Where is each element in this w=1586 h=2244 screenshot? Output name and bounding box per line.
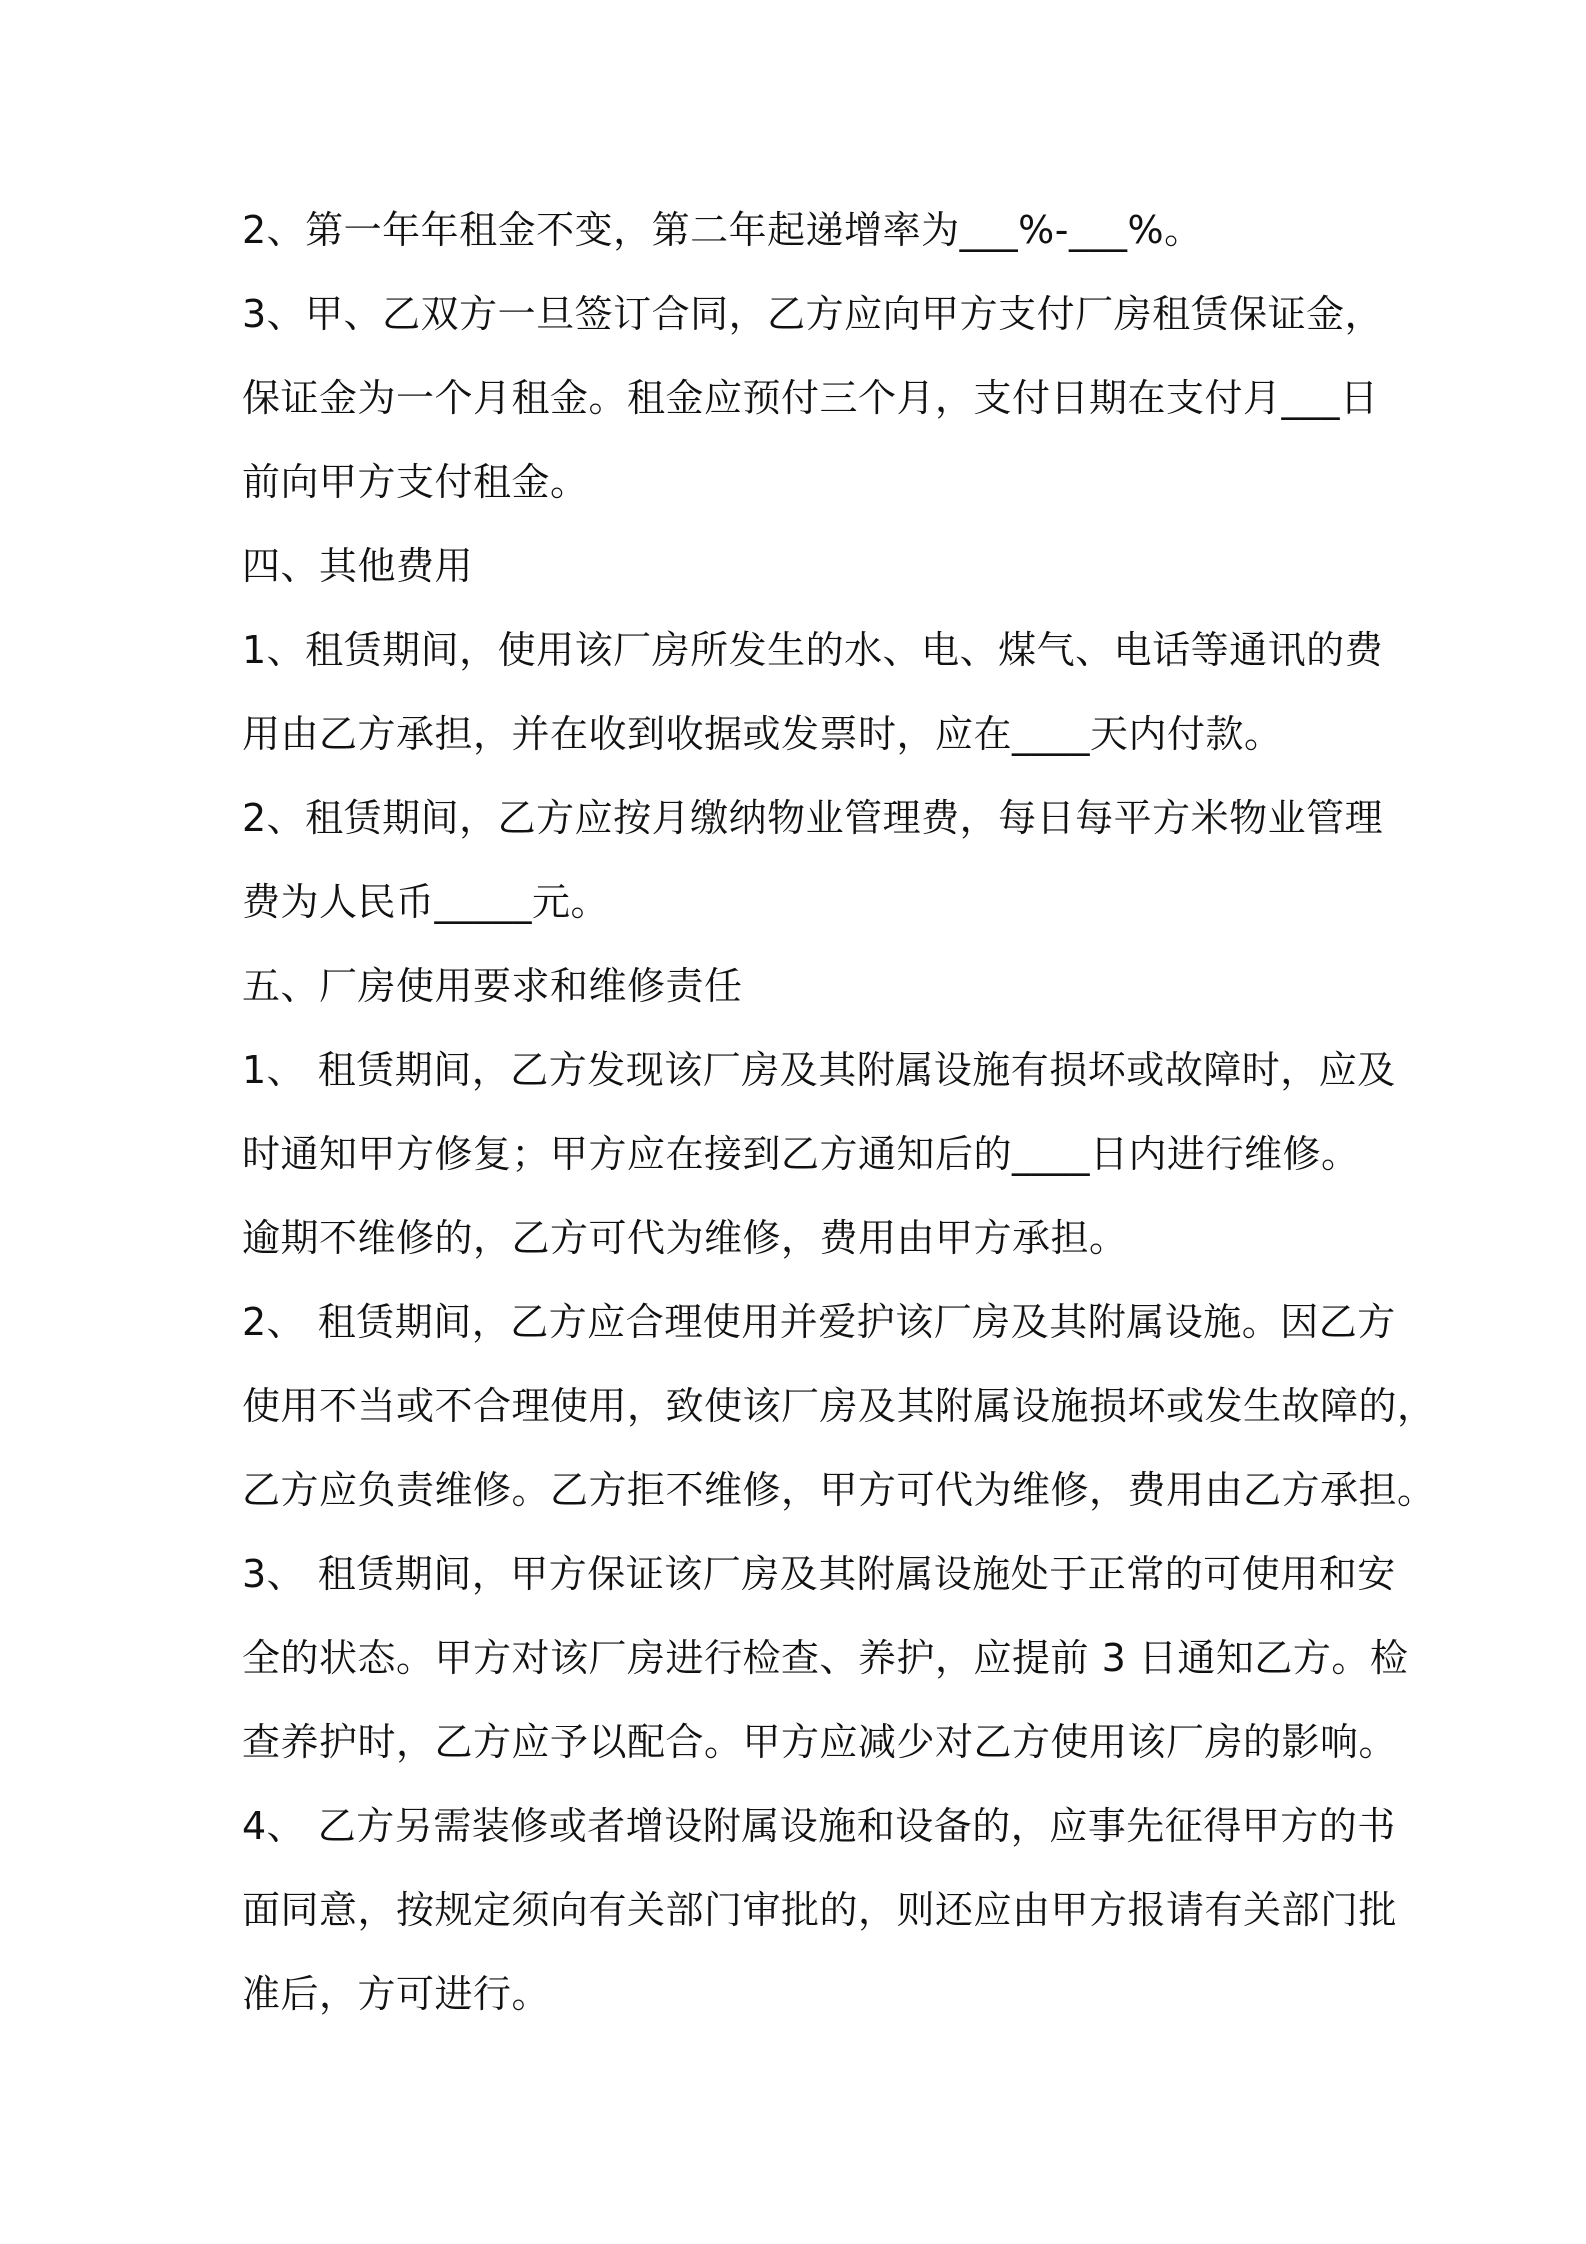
clause-5-4-line-2: 面同意，按规定须向有关部门审批的，则还应由甲方报请有关部门批 xyxy=(242,1888,1398,1932)
clause-5-1-line-3: 逾期不维修的，乙方可代为维修，费用由甲方承担。 xyxy=(242,1216,1128,1260)
clause-3-3-line-3: 前向甲方支付租金。 xyxy=(242,460,589,504)
clause-5-2-line-2: 使用不当或不合理使用，致使该厂房及其附属设施损坏或发生故障的， xyxy=(242,1384,1436,1428)
clause-4-2-line-2: 费为人民币_____元。 xyxy=(242,880,610,924)
clause-5-3-line-1: 3、 租赁期间，甲方保证该厂房及其附属设施处于正常的可使用和安 xyxy=(242,1552,1396,1596)
clause-5-4-line-3: 准后，方可进行。 xyxy=(242,1972,551,2016)
clause-5-2-line-3: 乙方应负责维修。乙方拒不维修，甲方可代为维修，费用由乙方承担。 xyxy=(242,1468,1436,1512)
clause-5-3-line-2: 全的状态。甲方对该厂房进行检查、养护，应提前 3 日通知乙方。检 xyxy=(242,1636,1409,1680)
clause-5-1-line-2: 时通知甲方修复；甲方应在接到乙方通知后的____日内进行维修。 xyxy=(242,1132,1360,1176)
clause-5-2-line-1: 2、 租赁期间，乙方应合理使用并爱护该厂房及其附属设施。因乙方 xyxy=(242,1300,1396,1344)
clause-4-1-line-2: 用由乙方承担，并在收到收据或发票时，应在____天内付款。 xyxy=(242,712,1283,756)
clause-4-2-line-1: 2、租赁期间，乙方应按月缴纳物业管理费，每日每平方米物业管理 xyxy=(242,796,1384,840)
clause-5-3-line-3: 查养护时，乙方应予以配合。甲方应减少对乙方使用该厂房的影响。 xyxy=(242,1720,1398,1764)
clause-4-1-line-1: 1、租赁期间，使用该厂房所发生的水、电、煤气、电话等通讯的费 xyxy=(242,628,1384,672)
section-4-heading: 四、其他费用 xyxy=(242,544,474,588)
clause-3-2-rent-increase: 2、第一年年租金不变，第二年起递增率为___%-___%。 xyxy=(242,208,1203,252)
clause-3-3-line-2: 保证金为一个月租金。租金应预付三个月，支付日期在支付月___日 xyxy=(242,376,1379,420)
clause-5-1-line-1: 1、 租赁期间，乙方发现该厂房及其附属设施有损坏或故障时，应及 xyxy=(242,1048,1396,1092)
clause-5-4-line-1: 4、 乙方另需装修或者增设附属设施和设备的，应事先征得甲方的书 xyxy=(242,1804,1396,1848)
section-5-heading: 五、厂房使用要求和维修责任 xyxy=(242,964,743,1008)
clause-3-3-line-1: 3、甲、乙双方一旦签订合同，乙方应向甲方支付厂房租赁保证金， xyxy=(242,292,1384,336)
